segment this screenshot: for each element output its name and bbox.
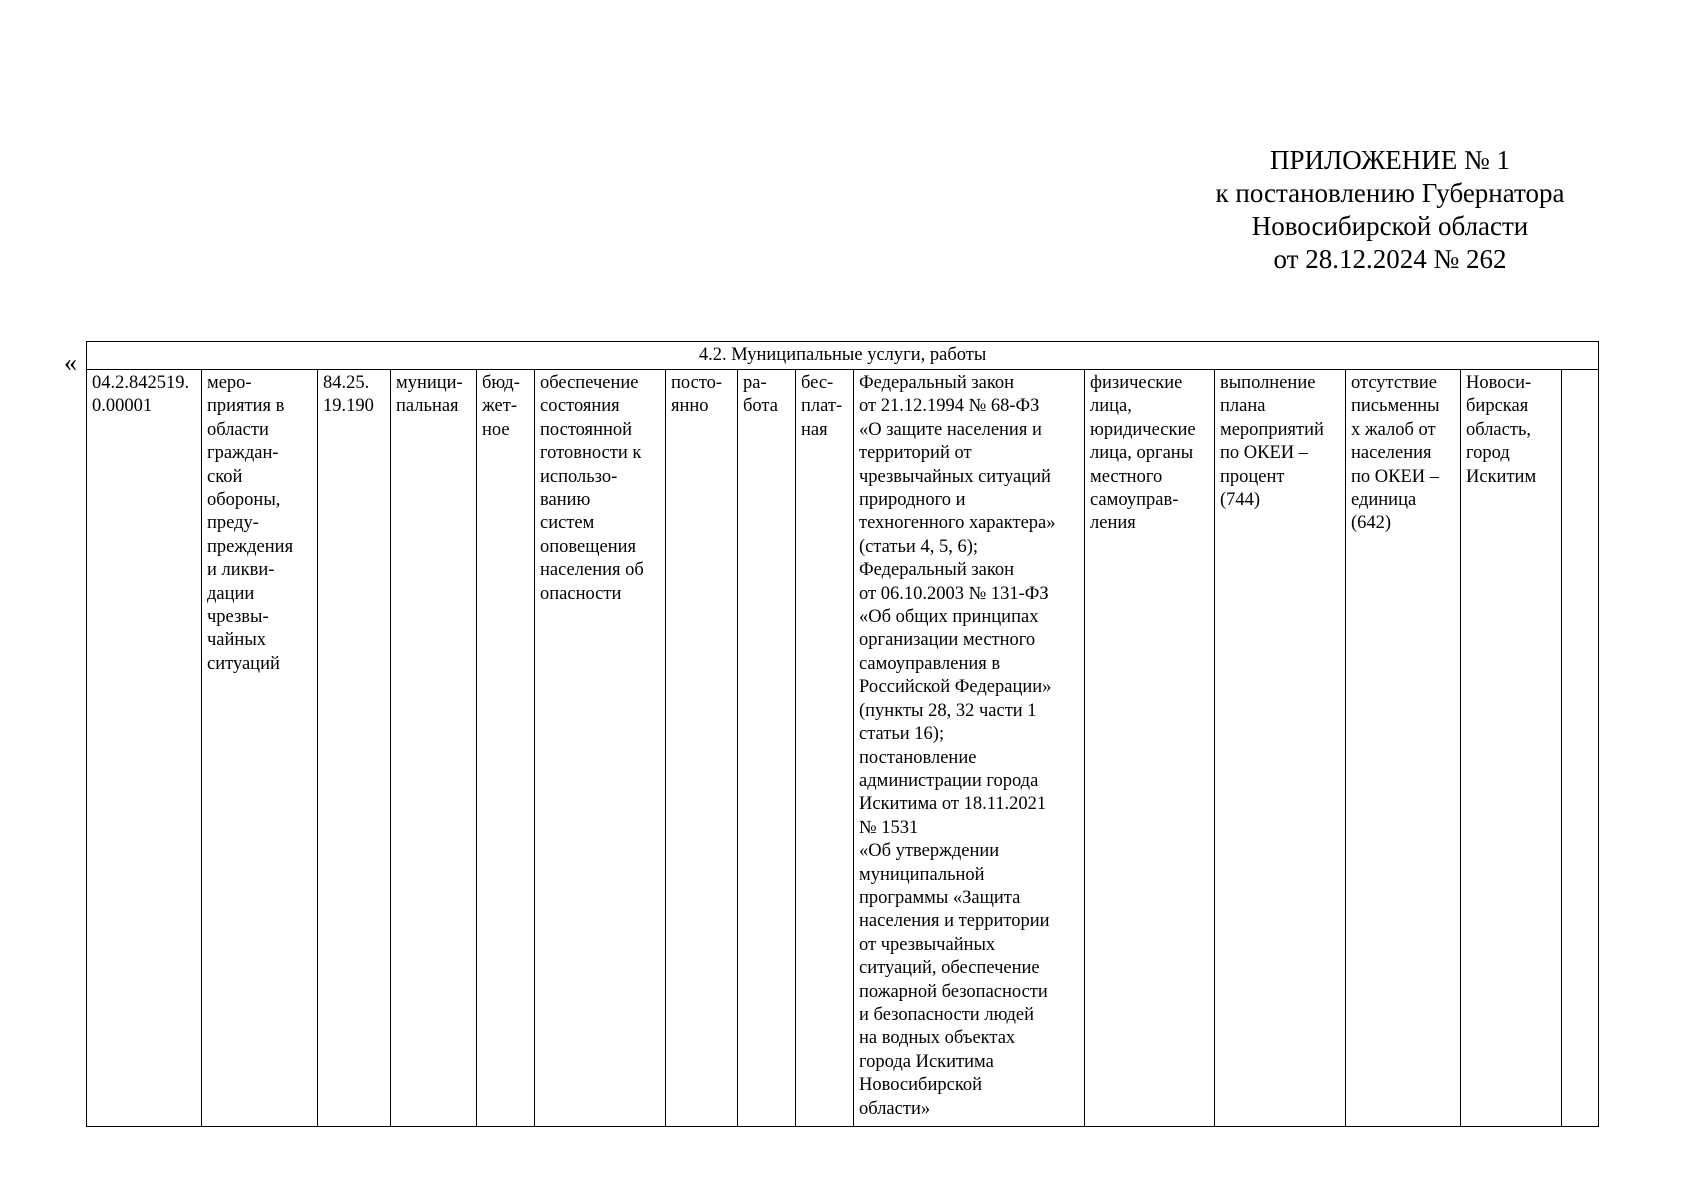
cell-text-line: от 21.12.1994 № 68-ФЗ [859,396,1040,417]
cell-text-line: меро- [207,373,252,393]
cell-text-line: города Искитима [859,1051,994,1072]
cell-text-line: Искитим [1466,466,1537,487]
cell-text-line: чрезвычайных ситуаций [859,466,1051,487]
cell-text-line: администрации города [859,770,1039,791]
cell-text-line: Новосибирской [859,1075,983,1096]
cell-text-line: 84.25. [323,373,370,393]
cell-text-line: готовности к [540,443,642,464]
header-line-appendix: ПРИЛОЖЕНИЕ № 1 [1269,145,1511,175]
cell-text-line: программы «Защита [859,887,1021,908]
cell-text-line: обеспечение [540,373,639,393]
cell-text-line: области» [859,1098,931,1119]
cell-text-line: ванию [540,490,591,511]
cell-text-line: (642) [1351,513,1392,534]
cell-text-line: область, [1466,419,1532,440]
cell-text-line: пожарной безопасности [859,981,1048,1002]
cell-text-line: населения [1351,443,1432,464]
cell-text-line: пальная [396,396,459,417]
cell-text-line: ситуаций [207,653,280,674]
cell-text-line: 0.00001 [92,396,153,417]
cell-text-line: использо- [540,466,618,487]
cell-text-line: лица, [1090,396,1132,417]
cell-text-line: населения об [540,560,644,581]
cell-text-line: по ОКЕИ – [1351,466,1440,487]
cell-text-line: ное [482,419,510,440]
cell-text-line: х жалоб от [1351,419,1436,440]
cell-text-line: плана [1220,396,1266,417]
cell-text-line: № 1531 [859,817,919,838]
cell-text-line: «О защите населения и [859,419,1042,440]
cell-text-line: организации местного [859,630,1036,651]
cell-text-line: (пункты 28, 32 части 1 [859,700,1037,721]
cell-text-line: оповещения [540,536,637,557]
cell-recipients [1085,370,1215,1127]
cell-text-line: «Об утверждении [859,841,1000,862]
cell-text-line: юридические [1090,419,1196,440]
cell-text-line: граждан- [207,443,279,464]
cell-text-line: на водных объектах [859,1028,1016,1049]
cell-text-line: ная [801,419,828,440]
cell-text-line: от чрезвычайных [859,934,996,955]
cell-text-line: статьи 16); [859,724,945,745]
cell-text-line: ситуаций, обеспечение [859,958,1040,979]
cell-extra [1562,370,1599,1127]
cell-text-line: ления [1090,513,1136,534]
cell-text-line: отсутствие [1351,373,1437,393]
cell-text-line: бес- [801,373,834,393]
cell-text-line: «Об общих принципах [859,607,1039,628]
cell-indicator-volume [1346,370,1461,1127]
cell-text-line: области [207,419,269,440]
cell-text-line: дации [207,583,255,604]
cell-text-line: 04.2.842519. [92,373,190,393]
cell-content [535,370,666,1127]
cell-text-line: (статьи 4, 5, 6); [859,536,979,557]
cell-text-line: Новоси- [1466,373,1532,393]
document-header [1180,144,1600,276]
cell-text-line: местного [1090,466,1163,487]
cell-text-line: и безопасности людей [859,1004,1034,1025]
cell-text-line: письменны [1351,396,1440,417]
cell-text-line: самоуправ- [1090,490,1179,511]
cell-territory [1461,370,1562,1127]
cell-legal-basis [854,370,1085,1127]
cell-payment [796,370,854,1127]
cell-text-line: чайных [207,630,266,651]
cell-text-line: и ликви- [207,560,275,581]
cell-text-line: мероприятий [1220,419,1324,440]
section-title-row [87,342,1599,370]
cell-text-line: чрезвы- [207,607,269,628]
cell-text-line: приятия в [207,396,285,417]
cell-text-line: состояния [540,396,620,417]
cell-text-line: по ОКЕИ – [1220,443,1309,464]
cell-text-line: техногенного характера» [859,513,1056,534]
cell-text-line: лица, органы [1090,443,1194,464]
section-title: 4.2. Муниципальные услуги, работы [87,342,1599,370]
cell-kind [738,370,796,1127]
header-line-resolution: к постановлению Губернатора [1215,178,1565,208]
cell-text-line: 19.190 [323,396,374,417]
header-line-date-number: от 28.12.2024 № 262 [1273,244,1507,274]
cell-text-line: жет- [482,396,517,417]
cell-indicator-quality [1215,370,1346,1127]
cell-text-line: физические [1090,373,1183,393]
cell-text-line: Федеральный закон [859,373,1015,393]
cell-text-line: муниципальной [859,864,985,885]
cell-text-line: постоянной [540,419,633,440]
cell-text-line: выполнение [1220,373,1316,393]
cell-type [391,370,477,1127]
cell-text-line: бирская [1466,396,1529,417]
services-table [86,341,1599,1127]
cell-text-line: город [1466,443,1510,464]
cell-text-line: ра- [743,373,767,393]
cell-text-line: систем [540,513,595,534]
cell-text-line: муници- [396,373,463,393]
cell-text-line: (744) [1220,490,1261,511]
cell-code [87,370,202,1127]
cell-text-line: преду- [207,513,259,534]
table-row [87,370,1599,1127]
cell-text-line: природного и [859,490,966,511]
cell-text-line: преждения [207,536,294,557]
cell-name [202,370,318,1127]
cell-funding [477,370,535,1127]
cell-text-line: Искитима от 18.11.2021 [859,794,1047,815]
cell-text-line: обороны, [207,490,281,511]
opening-quote-mark: « [64,348,77,377]
cell-text-line: населения и территории [859,911,1050,932]
cell-text-line: самоуправления в [859,653,1001,674]
cell-text-line: плат- [801,396,843,417]
cell-text-line: посто- [671,373,723,393]
cell-text-line: единица [1351,490,1417,511]
cell-frequency [666,370,738,1127]
cell-okved [318,370,391,1127]
cell-text-line: от 06.10.2003 № 131-ФЗ [859,583,1049,604]
cell-text-line: бюд- [482,373,520,393]
cell-text-line: постановление [859,747,977,768]
cell-text-line: бота [743,396,778,417]
cell-text-line: процент [1220,466,1285,487]
cell-text-line: опасности [540,583,622,604]
cell-text-line: янно [671,396,709,417]
cell-text-line: ской [207,466,243,487]
cell-text-line: территорий от [859,443,972,464]
header-line-region: Новосибирской области [1251,211,1529,241]
cell-text-line: Российской Федерации» [859,677,1052,698]
cell-text-line: Федеральный закон [859,560,1015,581]
